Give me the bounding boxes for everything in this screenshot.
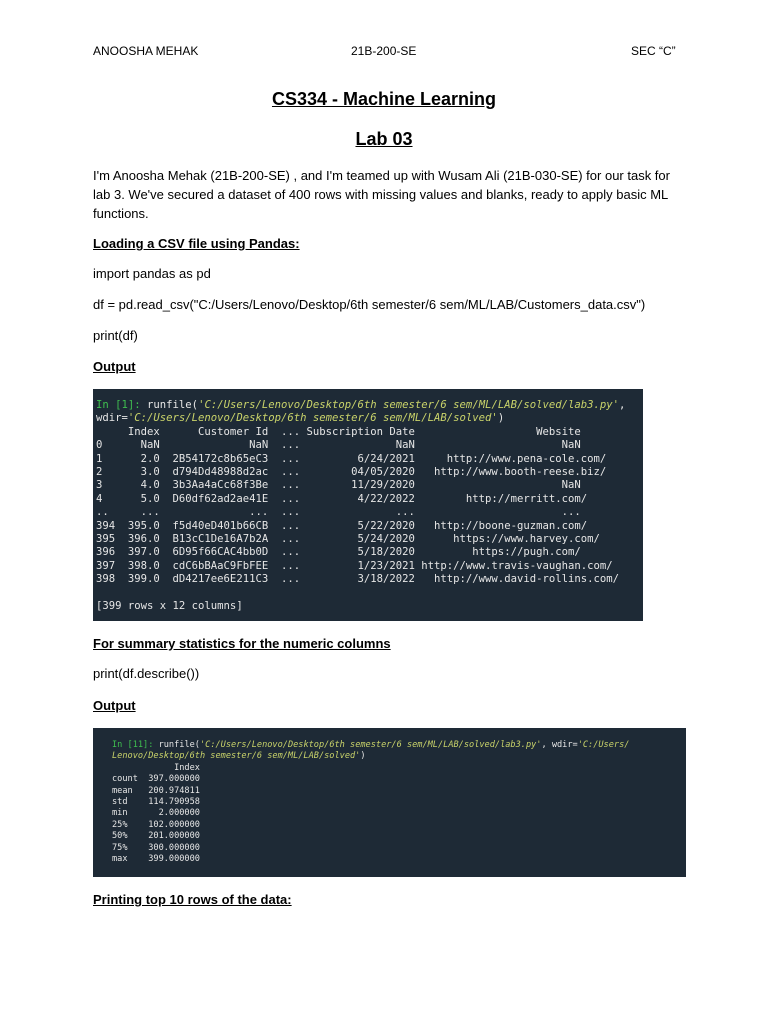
console-2-wdir-label: , wdir= xyxy=(541,740,578,750)
code-line-print: print(df) xyxy=(93,328,138,343)
intro-paragraph: I'm Anoosha Mehak (21B-200-SE) , and I'm teamed up with Wusam Ali (21B-030-SE) for our task for lab 3. We've secured a dataset of 400 rows with missing values and blanks, ready to apply basic ML functions. xyxy=(93,168,670,221)
console-1-dataframe-table: Index Customer Id ... Subscription Date Website 0 NaN NaN ... NaN NaN 1 2.0 2B54172c8b65eC3 ... 6/24/2021 http://www.pena-cole.com/ 2 3.0 d794Dd48988d2ac ... 04/05/2020 http://www.booth-reese.biz/ 3 4.0 3b3Aa4aCc68f3Be ... 11/29/2020 NaN 4 5.0 D60df62ad2ae41E ... 4/22/2022 http://merritt.com/ .. ... ... ... ... ... 394 395.0 f5d40eD401b66CB ... 5/22/2020 http://boone-guzman.com/ 395 396.0 B13cC1De16A7b2A ... 5/24/2020 https://www.harvey.com/ 396 397.0 6D95f66CAC4bb0D ... 5/18/2020 https://pugh.com/ 397 398.0 cdC6bBAaC9FbFEE ... 1/23/2021 http://www.travis-vaughan.com/ 398 399.0 dD4217ee6E211C3 ... 3/18/2022 http://www.david-rollins.com/ [399 rows x 12 columns] xyxy=(96,425,619,613)
console-1-prompt: In [1]: xyxy=(96,399,141,411)
header-student-id: 21B-200-SE xyxy=(351,44,417,58)
console-output-screenshot-2 xyxy=(93,728,686,877)
console-2-text xyxy=(93,728,686,865)
section-heading-summary-statistics: For summary statistics for the numeric columns xyxy=(93,636,391,651)
console-output-screenshot-1 xyxy=(93,389,643,621)
console-2-close: ) xyxy=(360,751,366,762)
section-heading-top-rows: Printing top 10 rows of the data: xyxy=(93,892,292,907)
console-2-wdir-path-start: 'C:/Users/ xyxy=(577,740,630,750)
code-line-read-csv: df = pd.read_csv("C:/Users/Lenovo/Desktop/6th semester/6 sem/ML/LAB/Customers_data.csv") xyxy=(93,297,646,312)
console-2-script-path: 'C:/Users/Lenovo/Desktop/6th semester/6 sem/ML/LAB/solved/lab3.py' xyxy=(199,740,542,750)
console-1-close: ) xyxy=(497,412,505,425)
console-2-describe-table: Index count 397.000000 mean 200.974811 std 114.790958 min 2.000000 25% 102.000000 50% 201.000000 75% 300.000000 max 399.000000 xyxy=(112,762,200,865)
console-1-separator: , xyxy=(619,399,626,411)
code-line-describe: print(df.describe()) xyxy=(93,666,200,681)
output-label-2: Output xyxy=(93,698,136,713)
document-subtitle: Lab 03 xyxy=(355,129,413,149)
header-section: SEC “C” xyxy=(631,44,676,58)
console-2-wdir-path-end: Lenovo/Desktop/6th semester/6 sem/ML/LAB/solved' xyxy=(112,751,361,762)
document-title: CS334 - Machine Learning xyxy=(271,89,497,109)
section-heading-loading-csv: Loading a CSV file using Pandas: xyxy=(93,236,300,251)
header-author: ANOOSHA MEHAK xyxy=(93,44,199,58)
console-1-wdir-path: 'C:/Users/Lenovo/Desktop/6th semester/6 sem/ML/LAB/solved' xyxy=(127,412,498,425)
console-1-command: runfile( xyxy=(140,399,199,411)
output-label-1: Output xyxy=(93,359,136,374)
console-1-script-path: 'C:/Users/Lenovo/Desktop/6th semester/6 sem/ML/LAB/solved/lab3.py' xyxy=(198,399,620,411)
console-1-text xyxy=(93,389,643,614)
console-2-prompt: In [11]: xyxy=(112,740,154,750)
console-1-wdir-label: wdir= xyxy=(96,412,128,425)
console-2-command: runfile( xyxy=(153,740,200,750)
code-line-import: import pandas as pd xyxy=(93,266,211,281)
